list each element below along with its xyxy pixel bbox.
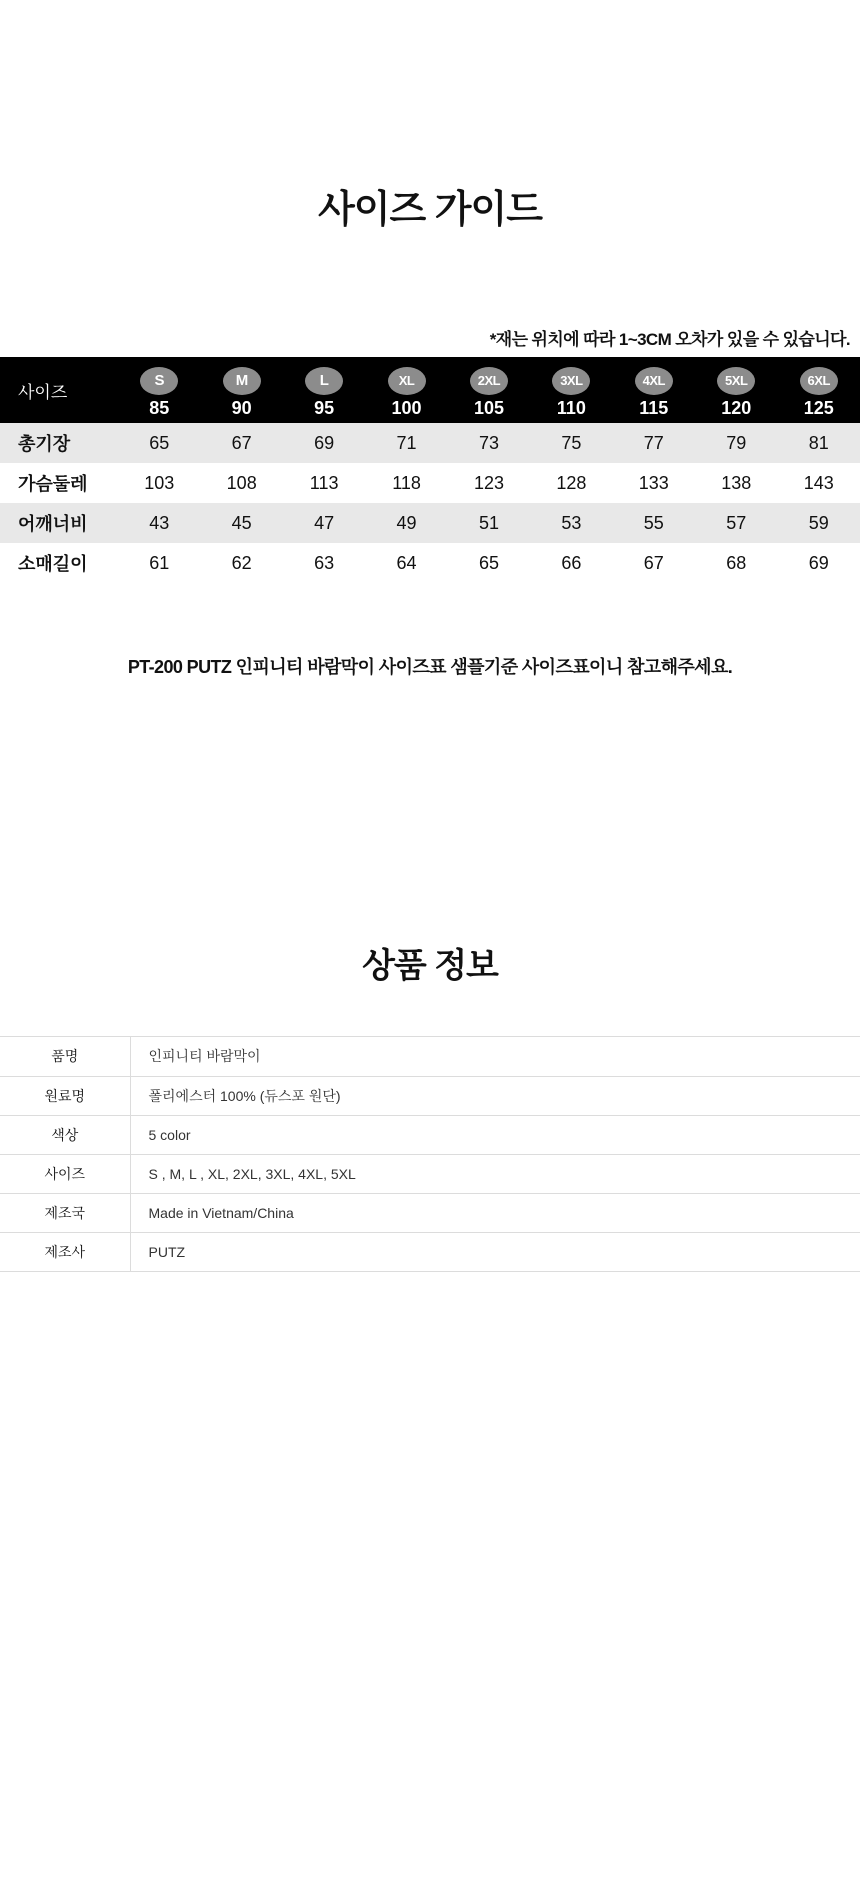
- size-cell: 53: [561, 512, 582, 533]
- size-table-header-row: [0, 357, 860, 423]
- product-info-table: [0, 1037, 860, 1272]
- size-badge-xl: XL: [388, 367, 426, 395]
- size-row-label-shoulder: 어깨너비: [18, 514, 88, 534]
- size-cell: 133: [638, 472, 669, 493]
- size-cell: 43: [149, 512, 170, 533]
- size-table-body: [0, 423, 860, 583]
- size-number-m: 90: [231, 398, 252, 418]
- info-value-material: 폴리에스터 100% (듀스포 원단): [148, 1087, 341, 1104]
- size-cell: 68: [726, 552, 747, 573]
- size-number-2xl: 105: [473, 398, 504, 418]
- size-cell: 128: [556, 472, 587, 493]
- size-number-s: 85: [149, 398, 170, 418]
- product-info-table-container: [0, 1036, 860, 1272]
- size-badge-m: M: [223, 367, 261, 395]
- size-cell: 66: [561, 552, 582, 573]
- size-table: [0, 357, 860, 583]
- size-table-header-label: 사이즈: [18, 382, 68, 402]
- size-cell: 123: [473, 472, 504, 493]
- size-badge-l: L: [305, 367, 343, 395]
- size-cell: 65: [478, 552, 499, 573]
- size-guide-caption: PT-200 PUTZ 인피니티 바람막이 사이즈표 샘플기준 사이즈표이니 참고해주세요.: [127, 657, 733, 677]
- size-cell: 55: [643, 512, 664, 533]
- size-cell: 64: [396, 552, 417, 573]
- info-value-size: S , M, L , XL, 2XL, 3XL, 4XL, 5XL: [148, 1165, 356, 1182]
- size-number-6xl: 125: [803, 398, 834, 418]
- size-column-6xl: [777, 357, 860, 423]
- size-cell: 71: [396, 432, 417, 453]
- info-value-name: 인피니티 바람막이: [148, 1048, 261, 1065]
- size-cell: 138: [721, 472, 752, 493]
- table-row: [0, 1232, 860, 1271]
- size-cell: 69: [314, 432, 335, 453]
- table-row: [0, 1037, 860, 1076]
- size-cell: 81: [808, 432, 829, 453]
- size-row-label-sleeve: 소매길이: [18, 554, 88, 574]
- size-cell: 67: [231, 432, 252, 453]
- size-column-xl: [365, 357, 447, 423]
- size-badge-6xl: 6XL: [800, 367, 838, 395]
- info-label-material: 원료명: [0, 1076, 130, 1115]
- size-cell: 59: [808, 512, 829, 533]
- size-cell: 57: [726, 512, 747, 533]
- size-cell: 108: [226, 472, 257, 493]
- table-row: [0, 423, 860, 463]
- size-badge-5xl: 5XL: [717, 367, 755, 395]
- size-number-3xl: 110: [556, 398, 586, 418]
- size-cell: 45: [231, 512, 252, 533]
- info-label-color: 색상: [0, 1115, 130, 1154]
- size-cell: 113: [309, 472, 339, 493]
- size-cell: 49: [396, 512, 417, 533]
- size-cell: 77: [643, 432, 664, 453]
- info-value-color: 5 color: [148, 1126, 191, 1143]
- size-column-3xl: [530, 357, 612, 423]
- size-cell: 75: [561, 432, 582, 453]
- size-number-xl: 100: [391, 398, 422, 418]
- size-column-m: [200, 357, 282, 423]
- size-cell: 143: [803, 472, 834, 493]
- size-cell: 118: [392, 472, 421, 493]
- table-row: [0, 543, 860, 583]
- table-row: [0, 1076, 860, 1115]
- size-cell: 51: [478, 512, 499, 533]
- product-info-title: 상품 정보: [362, 947, 498, 985]
- size-table-container: [0, 357, 860, 583]
- size-badge-s: S: [140, 367, 178, 395]
- size-cell: 61: [149, 552, 170, 573]
- table-row: [0, 463, 860, 503]
- table-row: [0, 1154, 860, 1193]
- table-row: [0, 503, 860, 543]
- size-badge-3xl: 3XL: [552, 367, 590, 395]
- info-label-origin: 제조국: [0, 1193, 130, 1232]
- size-cell: 62: [231, 552, 252, 573]
- size-table-head: [0, 357, 860, 423]
- size-badge-4xl: 4XL: [635, 367, 673, 395]
- size-measurement-note: *재는 위치에 따라 1~3CM 오차가 있을 수 있습니다.: [489, 330, 850, 349]
- info-label-size: 사이즈: [0, 1154, 130, 1193]
- info-label-name: 품명: [0, 1037, 130, 1076]
- size-cell: 63: [314, 552, 335, 573]
- table-row: [0, 1193, 860, 1232]
- size-cell: 65: [149, 432, 170, 453]
- size-cell: 73: [478, 432, 499, 453]
- size-column-l: [283, 357, 365, 423]
- size-number-4xl: 115: [639, 398, 669, 418]
- size-column-5xl: [695, 357, 777, 423]
- size-guide-title: 사이즈 가이드: [318, 189, 542, 231]
- table-row: [0, 1115, 860, 1154]
- size-badge-2xl: 2XL: [470, 367, 508, 395]
- size-column-s: [118, 357, 200, 423]
- info-value-origin: Made in Vietnam/China: [148, 1204, 294, 1221]
- info-label-manufacturer: 제조사: [0, 1232, 130, 1271]
- size-column-4xl: [613, 357, 695, 423]
- size-cell: 69: [808, 552, 829, 573]
- size-cell: 47: [314, 512, 335, 533]
- size-cell: 67: [643, 552, 664, 573]
- size-column-2xl: [448, 357, 530, 423]
- size-cell: 103: [144, 472, 175, 493]
- size-cell: 79: [726, 432, 747, 453]
- size-row-label-length: 총기장: [18, 434, 71, 454]
- size-number-l: 95: [314, 398, 335, 418]
- size-row-label-chest: 가슴둘레: [18, 474, 88, 494]
- size-number-5xl: 120: [721, 398, 752, 418]
- info-value-manufacturer: PUTZ: [148, 1243, 186, 1260]
